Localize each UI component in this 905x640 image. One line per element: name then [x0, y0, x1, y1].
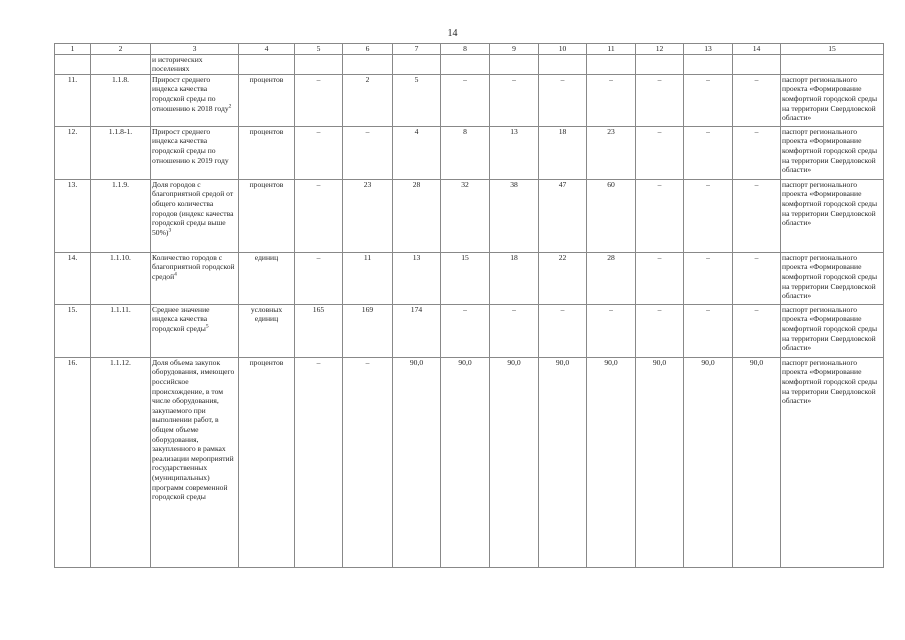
indicator-name	[151, 126, 239, 179]
value-cell: 23	[343, 179, 393, 252]
header-cell: 12	[636, 44, 684, 55]
indicators-table	[54, 43, 884, 568]
value-cell: –	[733, 179, 781, 252]
footnote-mark: 4	[174, 271, 177, 278]
indicator-code: 1.1.12.	[91, 357, 151, 567]
value-cell: –	[733, 304, 781, 357]
header-cell: 4	[239, 44, 295, 55]
unit: процентов	[239, 74, 295, 126]
value-cell: 32	[441, 179, 490, 252]
unit: единиц	[239, 252, 295, 304]
value-cell: –	[636, 74, 684, 126]
value-cell: 169	[343, 304, 393, 357]
value-cell: –	[684, 304, 733, 357]
value-cell: –	[490, 304, 539, 357]
continuation-row	[55, 54, 884, 74]
value-cell: –	[490, 74, 539, 126]
indicator-name	[151, 179, 239, 252]
value-cell: 90,0	[441, 357, 490, 567]
value-cell: 165	[295, 304, 343, 357]
unit: условных единиц	[239, 304, 295, 357]
value-cell: –	[441, 74, 490, 126]
value-cell: 60	[587, 179, 636, 252]
value-cell: 90,0	[684, 357, 733, 567]
row-number: 15.	[55, 304, 91, 357]
table-row	[55, 126, 884, 179]
unit: процентов	[239, 357, 295, 567]
indicator-name	[151, 74, 239, 126]
indicator-name-text: Прирост среднего индекса качества городской среды по отношению к 2018 году	[152, 74, 229, 113]
value-cell: –	[636, 304, 684, 357]
value-cell: –	[539, 304, 587, 357]
indicator-name-text: Среднее значение индекса качества городской среды	[152, 304, 210, 333]
value-cell: 174	[393, 304, 441, 357]
table-row	[55, 252, 884, 304]
value-cell: 13	[490, 126, 539, 179]
value-cell: –	[636, 126, 684, 179]
value-cell: –	[539, 74, 587, 126]
source: паспорт регионального проекта «Формирование комфортной городской среды на территории Свердловской области»	[781, 126, 884, 179]
page-number: 14	[447, 28, 458, 39]
value-cell: –	[636, 252, 684, 304]
value-cell: 5	[393, 74, 441, 126]
table-row	[55, 74, 884, 126]
value-cell: –	[733, 74, 781, 126]
unit: процентов	[239, 179, 295, 252]
value-cell: –	[684, 179, 733, 252]
header-cell: 15	[781, 44, 884, 55]
indicator-code: 1.1.10.	[91, 252, 151, 304]
value-cell: 18	[539, 126, 587, 179]
value-cell: –	[441, 304, 490, 357]
value-cell: 28	[393, 179, 441, 252]
table-row	[55, 179, 884, 252]
header-cell: 11	[587, 44, 636, 55]
indicator-name-text: Прирост среднего индекса качества городской среды по отношению к 2019 году	[152, 126, 229, 165]
indicator-code: 1.1.9.	[91, 179, 151, 252]
value-cell: 23	[587, 126, 636, 179]
value-cell: –	[587, 304, 636, 357]
value-cell: 90,0	[636, 357, 684, 567]
header-cell: 9	[490, 44, 539, 55]
value-cell: 90,0	[539, 357, 587, 567]
row-number: 14.	[55, 252, 91, 304]
value-cell: 8	[441, 126, 490, 179]
unit: процентов	[239, 126, 295, 179]
value-cell: –	[295, 357, 343, 567]
indicator-code: 1.1.11.	[91, 304, 151, 357]
value-cell: 2	[343, 74, 393, 126]
value-cell: –	[343, 126, 393, 179]
footnote-mark: 2	[228, 103, 232, 110]
indicator-name-text: Доля объема закупок оборудования, имеющего российское происхождение, в том числе оборудования, закупаемого при выполнении работ, в общем объеме оборудования, закупленного в рамках реализации мероприятий государственных (муниципальных) программ современной городской среды	[152, 357, 235, 502]
continuation-text: и исторических поселениях	[151, 54, 239, 74]
indicator-code: 1.1.8-1.	[91, 126, 151, 179]
value-cell: –	[733, 252, 781, 304]
value-cell: 28	[587, 252, 636, 304]
value-cell: –	[733, 126, 781, 179]
footnote-mark: 3	[168, 227, 172, 234]
row-number: 11.	[55, 74, 91, 126]
row-number: 13.	[55, 179, 91, 252]
indicator-name-text: Доля городов с благоприятной средой от общего количества городов (индекс качества городской среды выше 50%)	[152, 179, 234, 237]
value-cell: –	[587, 74, 636, 126]
value-cell: 90,0	[490, 357, 539, 567]
source: паспорт регионального проекта «Формирование комфортной городской среды на территории Свердловской области»	[781, 74, 884, 126]
value-cell: 13	[393, 252, 441, 304]
value-cell: 90,0	[393, 357, 441, 567]
row-number: 12.	[55, 126, 91, 179]
indicator-code: 1.1.8.	[91, 74, 151, 126]
value-cell: –	[343, 357, 393, 567]
source: паспорт регионального проекта «Формирование комфортной городской среды на территории Свердловской области»	[781, 179, 884, 252]
header-cell: 3	[151, 44, 239, 55]
value-cell: 90,0	[587, 357, 636, 567]
value-cell: 47	[539, 179, 587, 252]
footnote-mark: 5	[205, 323, 209, 330]
value-cell: 38	[490, 179, 539, 252]
value-cell: 90,0	[733, 357, 781, 567]
indicator-name	[151, 304, 239, 357]
source: паспорт регионального проекта «Формирование комфортной городской среды на территории Свердловской области»	[781, 304, 884, 357]
value-cell: –	[636, 179, 684, 252]
row-number: 16.	[55, 357, 91, 567]
header-cell: 8	[441, 44, 490, 55]
value-cell: –	[295, 74, 343, 126]
indicator-name-text: Количество городов с благоприятной городской средой	[152, 252, 235, 281]
value-cell: 15	[441, 252, 490, 304]
header-cell: 13	[684, 44, 733, 55]
value-cell: –	[684, 252, 733, 304]
header-cell: 10	[539, 44, 587, 55]
value-cell: –	[684, 126, 733, 179]
indicator-name	[151, 357, 239, 567]
header-cell: 5	[295, 44, 343, 55]
header-cell: 7	[393, 44, 441, 55]
value-cell: –	[295, 126, 343, 179]
value-cell: –	[684, 74, 733, 126]
header-cell: 1	[55, 44, 91, 55]
source: паспорт регионального проекта «Формирование комфортной городской среды на территории Свердловской области»	[781, 357, 884, 567]
value-cell: 22	[539, 252, 587, 304]
header-cell: 2	[91, 44, 151, 55]
header-row	[55, 44, 884, 55]
header-cell: 14	[733, 44, 781, 55]
header-cell: 6	[343, 44, 393, 55]
value-cell: 4	[393, 126, 441, 179]
value-cell: –	[295, 252, 343, 304]
value-cell: 18	[490, 252, 539, 304]
value-cell: 11	[343, 252, 393, 304]
value-cell: –	[295, 179, 343, 252]
source: паспорт регионального проекта «Формирование комфортной городской среды на территории Свердловской области»	[781, 252, 884, 304]
table-row	[55, 304, 884, 357]
table-row	[55, 357, 884, 567]
indicator-name	[151, 252, 239, 304]
